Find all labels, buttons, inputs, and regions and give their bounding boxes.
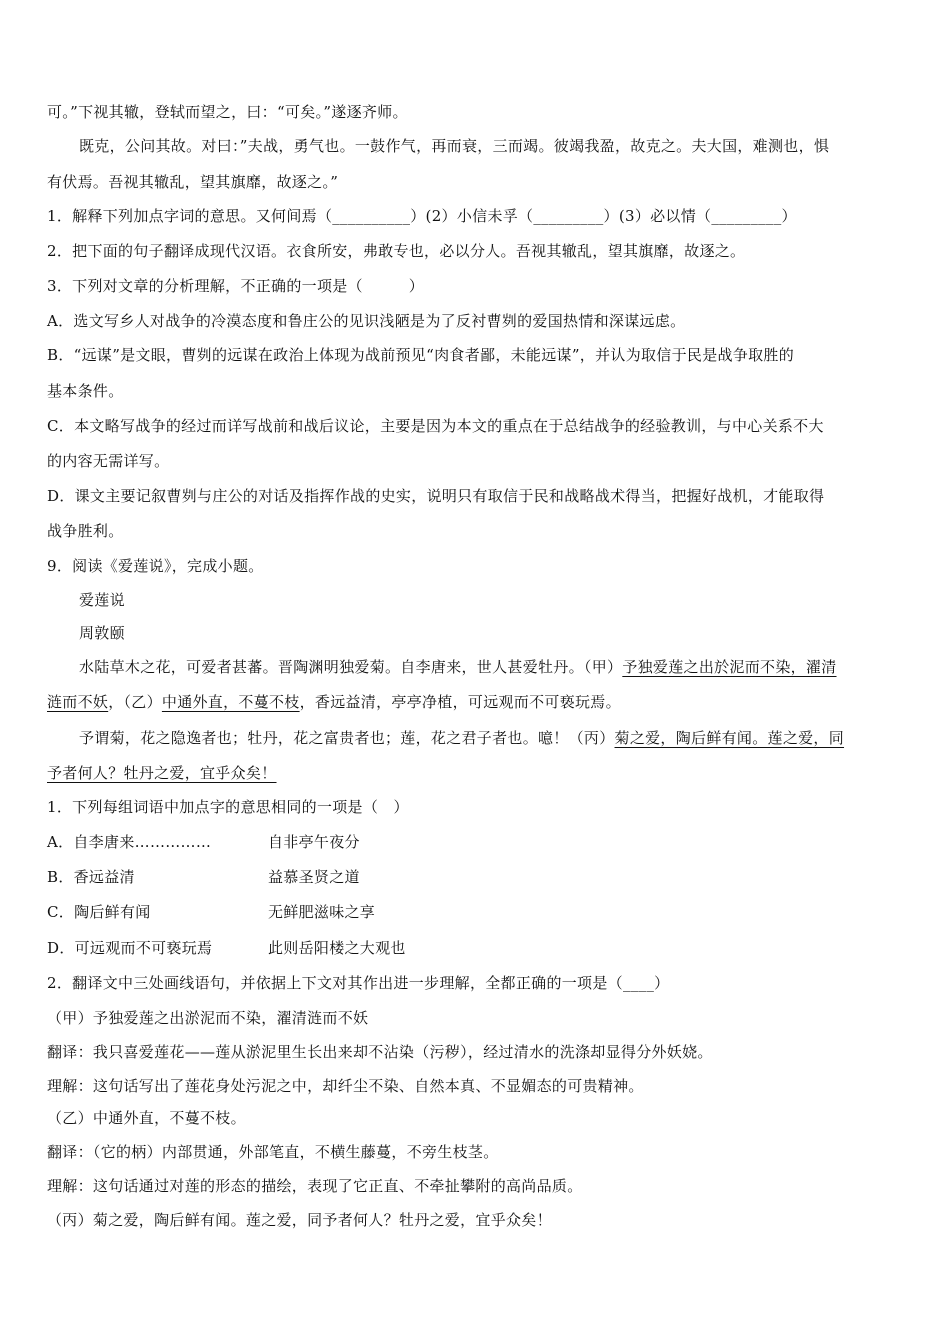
passage-line: 有伏焉。吾视其辙乱，望其旗靡，故逐之。” (47, 173, 339, 191)
option-left: B．香远益清 (47, 868, 135, 886)
passage2-line (47, 763, 277, 783)
option-left: C．陶后鲜有闻 (47, 903, 151, 921)
passage2-line (47, 692, 621, 712)
understanding-jia: 理解：这句话写出了莲花身处污泥之中，却纤尘不染、自然本真、不显媚态的可贵精神。 (47, 1077, 644, 1095)
underlined-sentence-bing: 菊之爱，陶后鲜有闻。莲之爱，同 (614, 729, 845, 747)
translation-jia: 翻译：我只喜爱莲花——莲从淤泥里生长出来却不沾染（污秽），经过清水的洗涤却显得分外妖娆。 (47, 1043, 713, 1061)
translation-yi: 翻译：（它的柄）内部贯通，外部笔直，不横生藤蔓，不旁生枝茎。 (47, 1143, 499, 1161)
sentence-jia: （甲）予独爱莲之出淤泥而不染，濯清涟而不妖 (47, 1009, 369, 1027)
passage-line: 可。”下视其辙，登轼而望之，曰：“可矣。”遂逐齐师。 (47, 103, 408, 121)
passage2-line (79, 728, 844, 748)
text-plain: ，（乙） (108, 693, 162, 711)
sub-option-c (47, 902, 376, 922)
passage-line: 既克，公问其故。对曰：”夫战，勇气也。一鼓作气，再而衰，三而竭。彼竭我盈，故克之。夫大国，难测也，惧 (79, 137, 830, 155)
sub-question-1-stem: 1．下列每组词语中加点字的意思相同的一项是（ ） (47, 798, 409, 816)
sub-option-a (47, 832, 360, 852)
sub-option-b (47, 867, 360, 887)
underlined-sentence-yi: 中通外直，不蔓不枝 (161, 693, 300, 711)
question-2: 2．把下面的句子翻译成现代汉语。衣食所安，弗敢专也，必以分人。吾视其辙乱，望其旗靡，故逐之。 (47, 242, 746, 260)
poem-author: 周敦颐 (79, 624, 125, 642)
question-3-stem: 3．下列对文章的分析理解，不正确的一项是（ ） (47, 277, 425, 295)
sentence-bing: （丙）菊之爱，陶后鲜有闻。莲之爱，同予者何人？牡丹之爱，宜乎众矣！ (47, 1211, 552, 1229)
option-b-cont: 基本条件。 (47, 382, 124, 400)
sentence-yi: （乙）中通外直，不蔓不枝。 (47, 1109, 246, 1127)
option-right: 益慕圣贤之道 (268, 868, 360, 886)
option-b: B．“远谋”是文眼，曹刿的远谋在政治上体现为战前预见“肉食者鄙，未能远谋”，并认为取信于民是战争取胜的 (47, 346, 795, 364)
text-plain: 予谓菊，花之隐逸者也；牡丹，花之富贵者也；莲，花之君子者也。噫！（丙） (79, 729, 615, 747)
understanding-yi: 理解：这句话通过对莲的形态的描绘，表现了它正直、不牵扯攀附的高尚品质。 (47, 1177, 583, 1195)
text-plain: ，香远益清，亭亭净植，可远观而不可亵玩焉。 (299, 693, 621, 711)
option-right: 自非亭午夜分 (268, 833, 360, 851)
option-left: A．自李唐来 (47, 833, 135, 851)
passage2-line (79, 657, 837, 677)
option-left: D．可远观而不可亵玩焉 (47, 939, 213, 957)
question-1: 1．解释下列加点字词的意思。又何间焉（__________）(2）小信未孚（_________）(3）必以情（_________） (47, 207, 797, 225)
question-9-stem: 9．阅读《爱莲说》，完成小题。 (47, 557, 264, 575)
option-c-cont: 的内容无需详写。 (47, 452, 170, 470)
option-d: D．课文主要记叙曹刿与庄公的对话及指挥作战的史实，说明只有取信于民和战略战术得当，把握好战机，才能取得 (47, 487, 825, 505)
option-right: 此则岳阳楼之大观也 (268, 939, 406, 957)
underlined-sentence-bing-end: 予者何人？牡丹之爱，宜乎众矣！ (47, 764, 277, 782)
underlined-sentence-jia: 予独爱莲之出於泥而不染，濯清 (622, 658, 837, 676)
option-c: C．本文略写战争的经过而详写战前和战后议论，主要是因为本文的重点在于总结战争的经验教训，与中心关系不大 (47, 417, 824, 435)
text-plain: 水陆草木之花，可爱者甚蕃。晋陶渊明独爱菊。自李唐来，世人甚爱牡丹。（甲） (79, 658, 623, 676)
sub-option-d (47, 938, 406, 958)
option-d-cont: 战争胜利。 (47, 522, 124, 540)
option-a: A．选文写乡人对战争的冷漠态度和鲁庄公的见识浅陋是为了反衬曹刿的爱国热情和深谋远虑。 (47, 312, 686, 330)
option-right: 无鲜肥滋味之享 (268, 903, 376, 921)
sub-question-2-stem: 2．翻译文中三处画线语句，并依据上下文对其作出进一步理解，全都正确的一项是（____） (47, 974, 670, 992)
poem-title: 爱莲说 (79, 591, 125, 609)
underlined-sentence-jia-end: 涟而不妖 (47, 693, 109, 711)
dotted-leader: …………… (134, 833, 212, 851)
